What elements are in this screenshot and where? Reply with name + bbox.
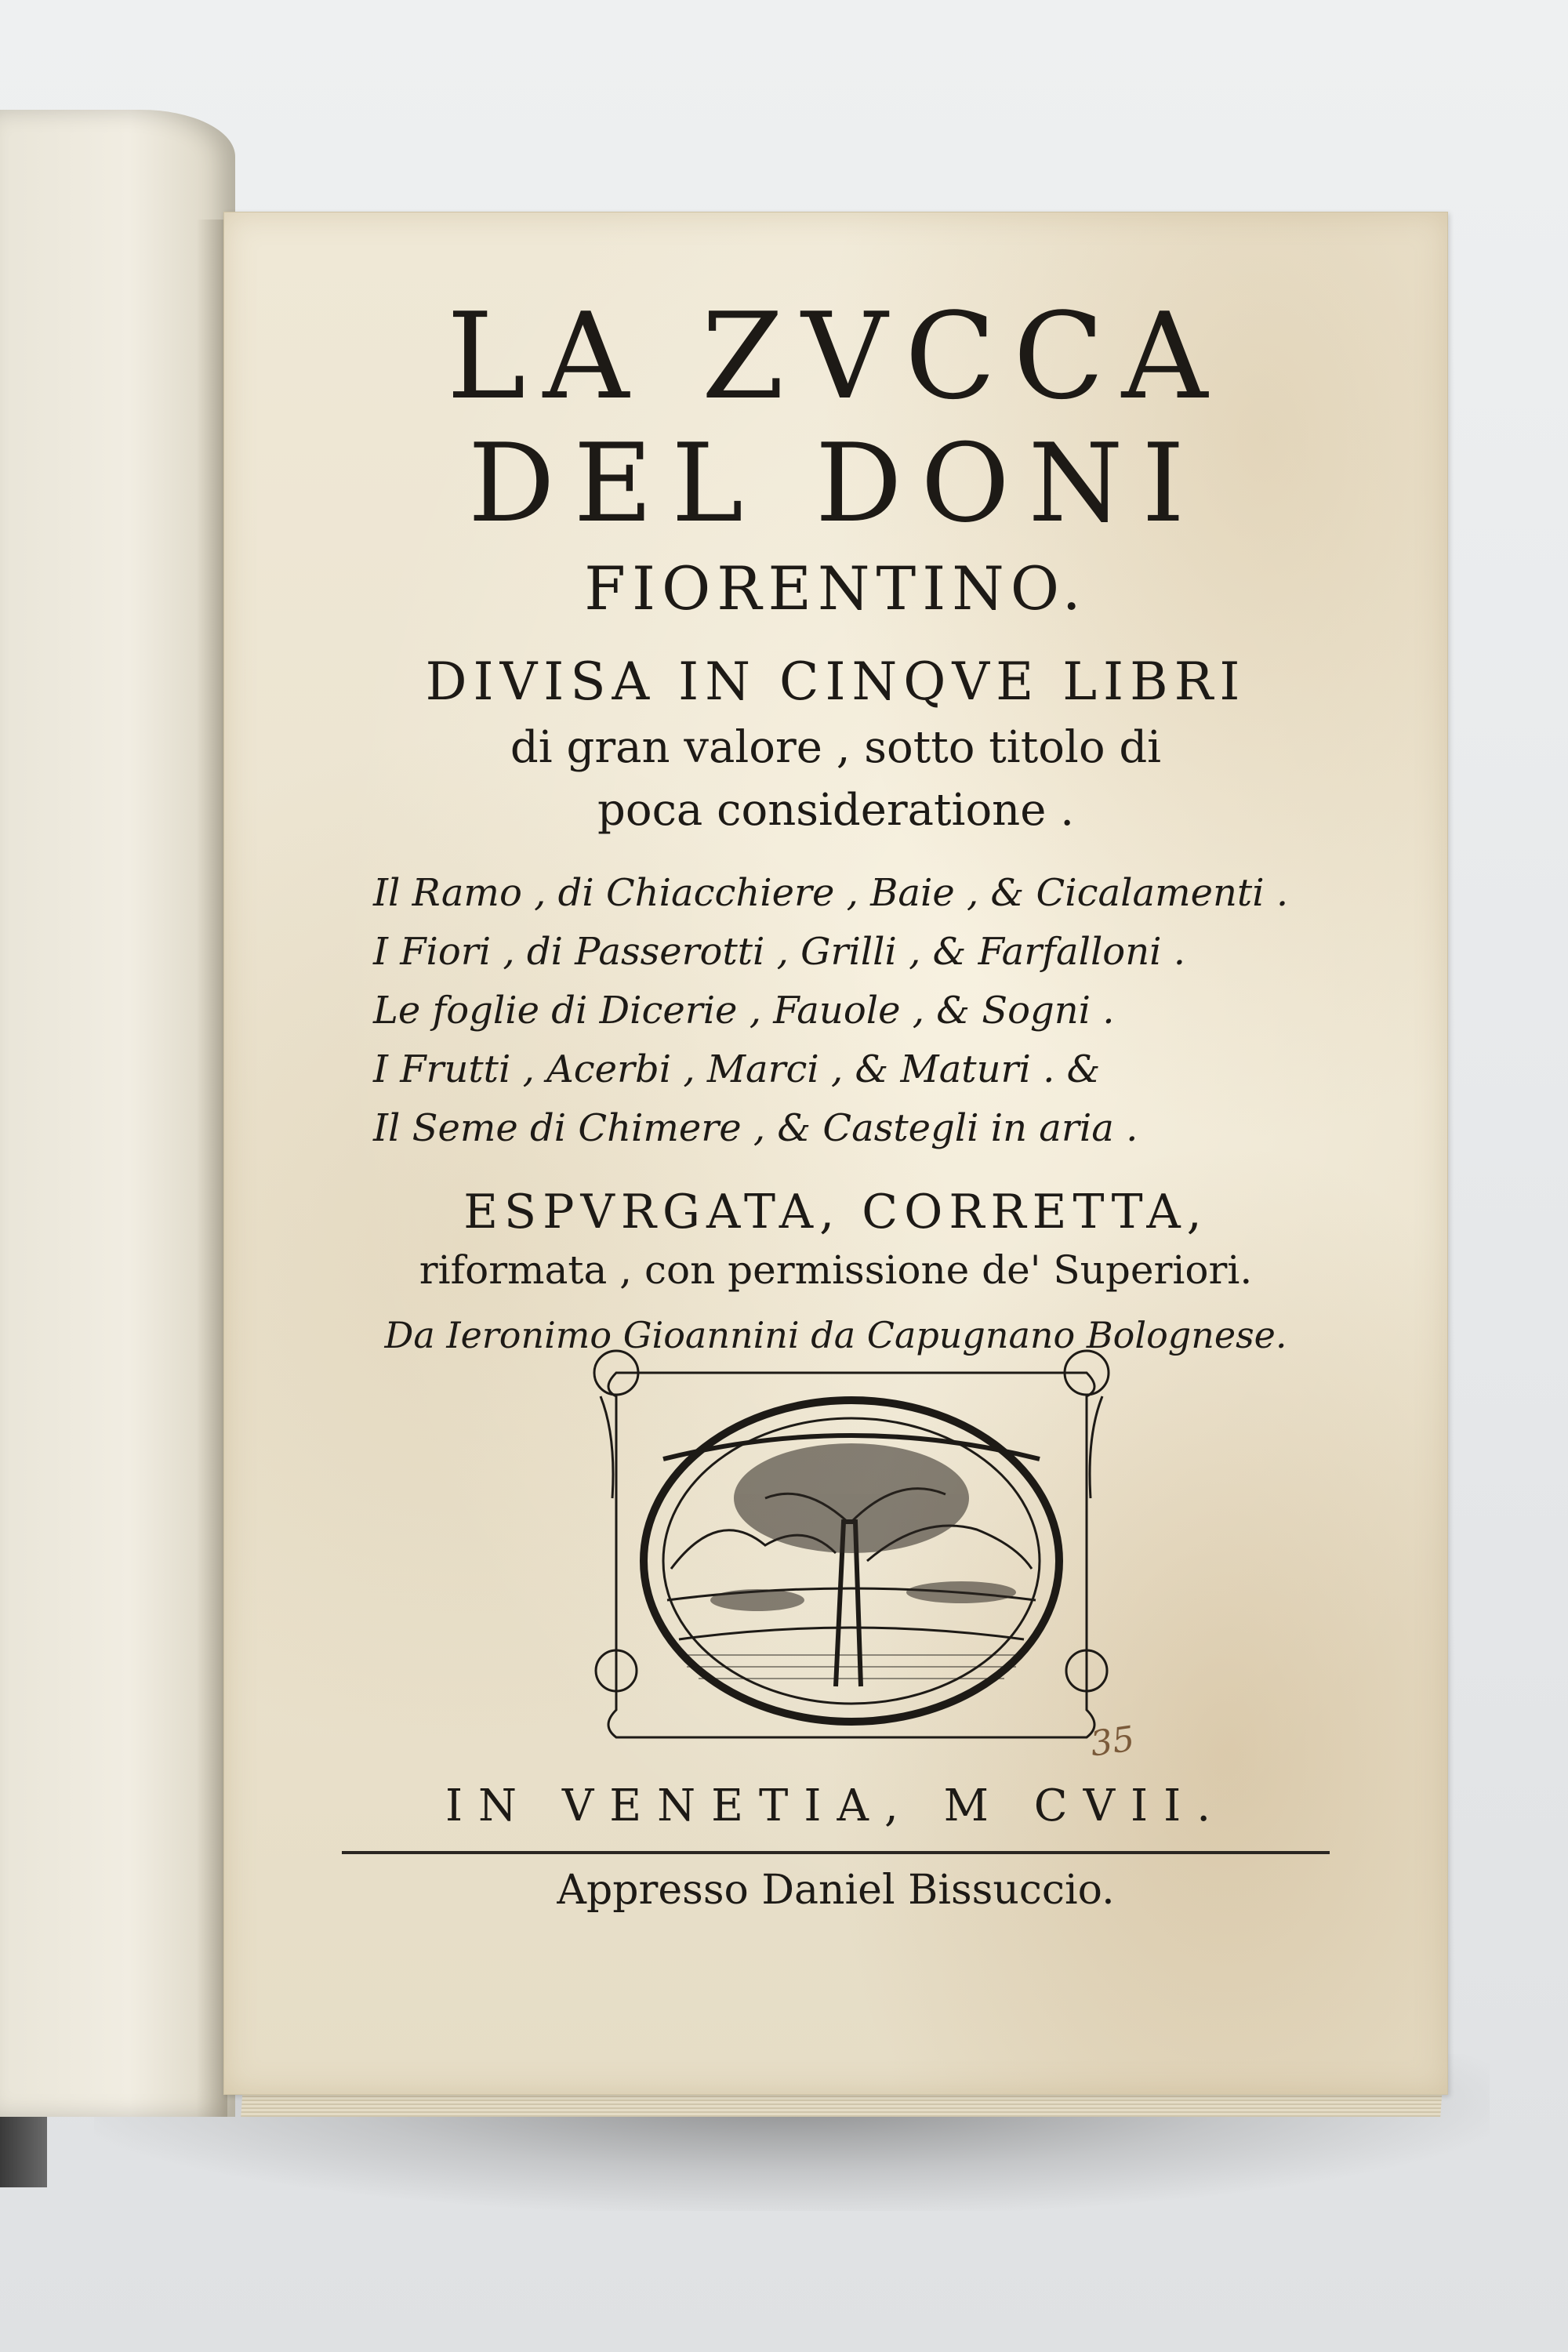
book-list-item: Il Seme di Chimere , & Castegli in aria . (373, 1106, 1138, 1150)
edition-line-1: ESPVRGATA, CORRETTA, (463, 1185, 1208, 1240)
title-line-2: DEL DONI (468, 420, 1203, 546)
title-page (223, 212, 1448, 2095)
book-list-item: Le foglie di Dicerie , Fauole , & Sogni . (373, 989, 1115, 1033)
subtitle-line-2: di gran valore , sotto titolo di (510, 722, 1162, 773)
book-list-item: I Frutti , Acerbi , Marci , & Maturi . & (373, 1047, 1101, 1091)
imprint-printer: Appresso Daniel Bissuccio. (557, 1867, 1115, 1914)
edition-line-2: riformata , con permissione de' Superiori. (419, 1247, 1253, 1293)
book-list-item: I Fiori , di Passerotti , Grilli , & Farfalloni . (373, 930, 1185, 974)
title-line-1: LA ZVCCA (446, 287, 1225, 426)
printer-device-woodcut (569, 1341, 1134, 1765)
imprint-rule (342, 1851, 1330, 1854)
book-list-item: Il Ramo , di Chiacchiere , Baie , & Cicalamenti . (373, 871, 1289, 915)
title-line-3: FIORENTINO. (584, 554, 1087, 623)
subtitle-line-1: DIVISA IN CINQVE LIBRI (425, 652, 1247, 712)
endpaper-fold-shadow (196, 220, 227, 2117)
subtitle-line-3: poca consideratione . (597, 785, 1074, 836)
handwritten-number: 35 (1087, 1719, 1138, 1765)
editor-line: Da Ieronimo Gioannini da Capugnano Bolognese. (384, 1314, 1287, 1356)
imprint-place: IN VENETIA, M CVII. (445, 1780, 1227, 1831)
